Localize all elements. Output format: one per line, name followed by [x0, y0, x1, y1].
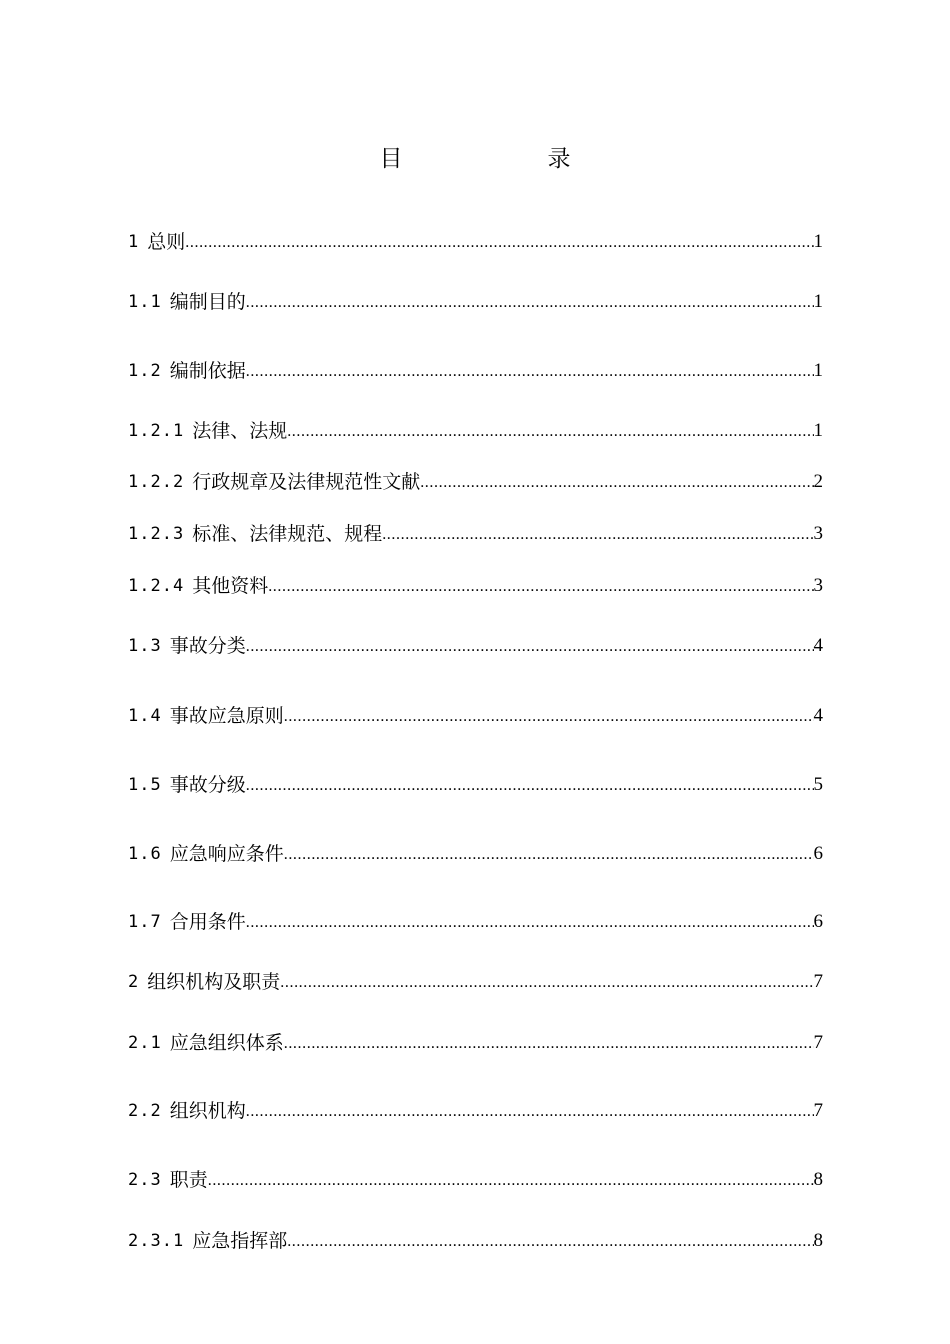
toc-entry-title: 法律、法规 [192, 420, 288, 442]
toc-entry-page: 4 [813, 705, 823, 726]
toc-entry-title: 事故分类 [169, 635, 246, 657]
toc-entry-number: 2 [128, 972, 140, 992]
page-title: 目 录 [379, 146, 604, 172]
toc-entry-page: 1 [813, 420, 823, 441]
toc-entry-page: 6 [813, 843, 823, 864]
toc-dot-leader [246, 289, 814, 315]
toc-dot-leader [284, 1030, 814, 1056]
toc-entry[interactable] [128, 1228, 823, 1254]
toc-entry[interactable] [128, 909, 823, 935]
toc-entry-number: 1.2 [128, 361, 162, 381]
toc-entry[interactable] [128, 289, 823, 315]
toc-entry-page: 5 [813, 774, 823, 795]
toc-entry-page: 1 [813, 291, 823, 312]
toc-entry-title: 应急组织体系 [169, 1032, 284, 1054]
toc-entry-number: 2.1 [128, 1033, 162, 1053]
toc-dot-leader [284, 703, 814, 729]
toc-dot-leader [268, 573, 813, 599]
toc-entry-page: 8 [813, 1169, 823, 1190]
toc-entry-number: 1 [128, 232, 140, 252]
toc-entry-title: 编制目的 [169, 291, 246, 313]
toc-entry-number: 1.3 [128, 636, 162, 656]
toc-entry-number: 1.6 [128, 844, 162, 864]
toc-dot-leader [284, 841, 814, 867]
toc-entry-number: 1.2.2 [128, 472, 185, 492]
toc-entry-title: 应急指挥部 [192, 1230, 288, 1252]
toc-entry-title: 编制依据 [169, 360, 246, 382]
toc-entry-number: 1.2.3 [128, 524, 185, 544]
toc-entry-page: 7 [813, 971, 823, 992]
toc-entry[interactable] [128, 358, 823, 384]
toc-entry-page: 1 [813, 231, 823, 252]
toc-entry-page: 8 [813, 1230, 823, 1251]
toc-entry-title: 组织机构及职责 [147, 971, 281, 993]
toc-entry-number: 2.2 [128, 1101, 162, 1121]
toc-entry-page: 1 [813, 360, 823, 381]
toc-entry[interactable] [128, 573, 823, 599]
toc-entry-page: 3 [813, 575, 823, 596]
toc-dot-leader [280, 969, 813, 995]
toc-entry-number: 1.2.1 [128, 421, 185, 441]
toc-entry[interactable] [128, 469, 823, 495]
toc-dot-leader [246, 633, 814, 659]
toc-dot-leader [246, 772, 814, 798]
toc-entry-title: 应急响应条件 [169, 843, 284, 865]
toc-entry-title: 其他资料 [192, 575, 269, 597]
toc-entry[interactable] [128, 633, 823, 659]
toc-entry-title: 总则 [147, 231, 186, 253]
toc-entry[interactable] [128, 969, 823, 995]
toc-dot-leader [185, 229, 813, 255]
toc-dot-leader [420, 469, 813, 495]
toc-entry[interactable] [128, 418, 823, 444]
toc-entry[interactable] [128, 841, 823, 867]
toc-entry-title: 事故应急原则 [169, 705, 284, 727]
toc-entry-title: 事故分级 [169, 774, 246, 796]
toc-entry-title: 标准、法律规范、规程 [192, 523, 383, 545]
toc-entry[interactable] [128, 1030, 823, 1056]
toc-entry[interactable] [128, 229, 823, 255]
toc-entry[interactable] [128, 521, 823, 547]
toc-dot-leader [208, 1167, 814, 1193]
toc-entry-title: 行政规章及法律规范性文献 [192, 471, 421, 493]
toc-entry-number: 1.4 [128, 706, 162, 726]
toc-entry-title: 组织机构 [169, 1100, 246, 1122]
toc-dot-leader [246, 358, 814, 384]
toc-entry-number: 1.7 [128, 912, 162, 932]
toc-entry-page: 2 [813, 471, 823, 492]
toc-entry-page: 7 [813, 1032, 823, 1053]
toc-entry-page: 6 [813, 911, 823, 932]
toc-entry-title: 职责 [169, 1169, 208, 1191]
toc-dot-leader [287, 1228, 813, 1254]
toc-entry-page: 4 [813, 635, 823, 656]
toc-dot-leader [382, 521, 813, 547]
toc-entry-number: 1.5 [128, 775, 162, 795]
toc-dot-leader [246, 1098, 814, 1124]
toc-dot-leader [246, 909, 814, 935]
toc-entry-number: 1.2.4 [128, 576, 185, 596]
toc-entry-page: 7 [813, 1100, 823, 1121]
toc-entry[interactable] [128, 1167, 823, 1193]
toc-entry[interactable] [128, 1098, 823, 1124]
toc-entry[interactable] [128, 703, 823, 729]
toc-entry[interactable] [128, 772, 823, 798]
toc-entry-number: 2.3 [128, 1170, 162, 1190]
toc-entry-title: 合用条件 [169, 911, 246, 933]
toc-dot-leader [287, 418, 813, 444]
toc-entry-number: 2.3.1 [128, 1231, 185, 1251]
toc-entry-number: 1.1 [128, 292, 162, 312]
toc-entry-page: 3 [813, 523, 823, 544]
